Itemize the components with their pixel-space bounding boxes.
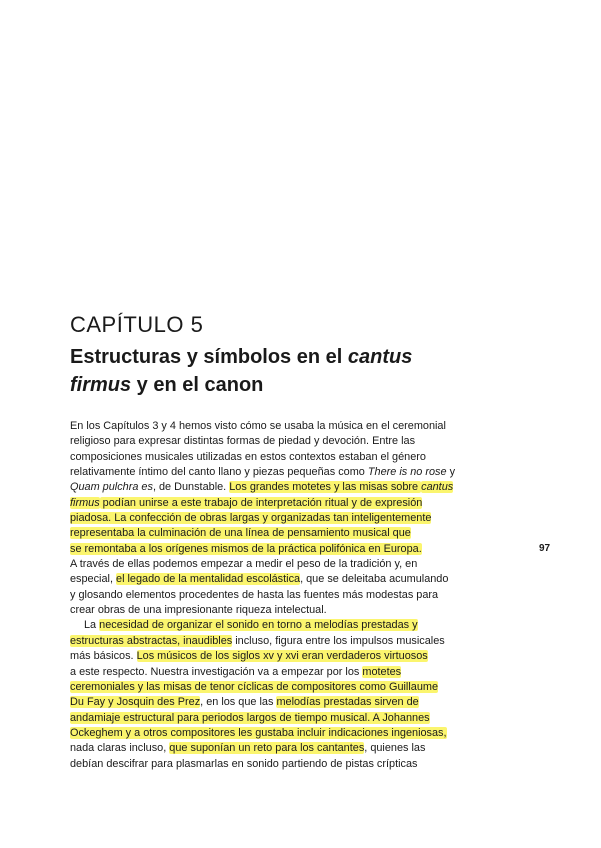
highlighted-text: necesidad de organizar el sonido en torno a melodías prestadas y — [99, 619, 418, 632]
text-segment: especial, — [70, 573, 117, 586]
chapter-title — [70, 343, 490, 399]
text-segment: y glosando elementos procedentes de hasta las fuentes más modestas para — [70, 588, 439, 601]
text-line — [70, 526, 500, 541]
text-line — [70, 480, 500, 495]
text-segment: a este respecto. Nuestra investigación va a empezar por los — [70, 665, 363, 678]
text-segment: En los Capítulos 3 y 4 hemos visto cómo se usaba la música en el ceremonial — [70, 420, 446, 432]
chapter-label: CAPÍTULO 5 — [70, 312, 204, 337]
text-line — [70, 419, 500, 434]
text-line — [70, 511, 500, 526]
text-line — [70, 757, 500, 772]
highlighted-text: Ockeghem y a otros compositores les gustaba incluir indicaciones ingeniosas, — [70, 726, 447, 739]
body-text — [70, 419, 500, 772]
highlighted-text: Du Fay y Josquin des Prez — [70, 696, 201, 709]
highlighted-text: que suponían un reto para los cantantes — [169, 742, 365, 755]
text-line — [70, 665, 500, 680]
text-segment: A través de ellas podemos empezar a medir el peso de la tradición y, en — [70, 558, 418, 571]
highlighted-text: representaba la culminación de una línea de pensamiento musical que — [70, 527, 411, 540]
text-line — [70, 557, 500, 572]
highlighted-text: estructuras abstractas, inaudibles — [70, 634, 233, 647]
text-segment: y — [446, 466, 456, 479]
highlighted-text: Los grandes motetes y las misas sobre — [229, 481, 422, 494]
chapter-title-italic1: cantus — [347, 346, 413, 368]
text-segment: Quam pulchra es — [70, 481, 153, 494]
chapter-title-part2: y en el canon — [131, 374, 264, 396]
highlighted-text: melodías prestadas sirven de — [276, 696, 419, 709]
text-line — [70, 741, 500, 756]
highlighted-text: el legado de la mentalidad escolástica — [116, 573, 301, 586]
text-line — [70, 649, 500, 664]
highlighted-text: andamiaje estructural para periodos largos de tiempo musical. A Johannes — [70, 711, 430, 724]
highlighted-text: firmus — [70, 496, 100, 509]
text-line — [70, 680, 500, 695]
text-line — [70, 726, 500, 741]
text-segment: más básicos. — [70, 650, 137, 663]
text-line — [70, 572, 500, 587]
text-line — [70, 711, 500, 726]
highlighted-text: ceremoniales y las misas de tenor cíclicas de compositores como Guillaume — [70, 680, 439, 693]
text-line — [70, 434, 500, 449]
chapter-title-italic2: firmus — [70, 374, 132, 396]
text-segment: composiciones musicales utilizadas en estos contextos estaban el género — [70, 450, 426, 463]
text-line — [70, 542, 500, 557]
text-segment: relativamente íntimo del canto llano y piezas pequeñas como — [70, 466, 368, 479]
text-segment: , de Dunstable. — [152, 481, 230, 494]
text-line — [70, 618, 500, 633]
text-line — [70, 634, 500, 649]
text-line — [70, 496, 500, 511]
page-number: 97 — [539, 543, 551, 554]
text-segment: La — [84, 619, 100, 632]
text-line — [70, 588, 500, 603]
text-segment: debían descifrar para plasmarlas en sonido partiendo de pistas crípticas — [70, 757, 418, 770]
text-segment: , en los que las — [200, 696, 277, 709]
text-segment: There is no rose — [367, 466, 447, 479]
text-line — [70, 465, 500, 480]
text-segment: nada claras incluso, — [70, 742, 170, 755]
highlighted-text: Los músicos de los siglos xv y xvi eran verdaderos virtuosos — [136, 650, 428, 663]
text-line — [70, 450, 500, 465]
highlighted-text: cantus — [421, 481, 454, 494]
text-line — [70, 695, 500, 710]
highlighted-text: motetes — [362, 665, 402, 678]
highlighted-text: se remontaba a los orígenes mismos de la práctica polifónica en Europa. — [70, 542, 422, 555]
text-line — [70, 603, 500, 618]
text-segment: , quienes las — [364, 742, 426, 755]
text-segment: , que se deleitaba acumulando — [300, 573, 449, 586]
highlighted-text: piadosa. La confección de obras largas y organizadas tan inteligentemente — [70, 512, 432, 525]
highlighted-text: podían unirse a este trabajo de interpretación ritual y de expresión — [99, 496, 423, 509]
chapter-title-part1: Estructuras y símbolos en el — [70, 346, 348, 368]
text-segment: religioso para expresar distintas formas de piedad y devoción. Entre las — [70, 435, 416, 448]
text-segment: crear obras de una impresionante riqueza intelectual. — [70, 604, 327, 617]
text-segment: incluso, figura entre los impulsos musicales — [232, 634, 445, 647]
